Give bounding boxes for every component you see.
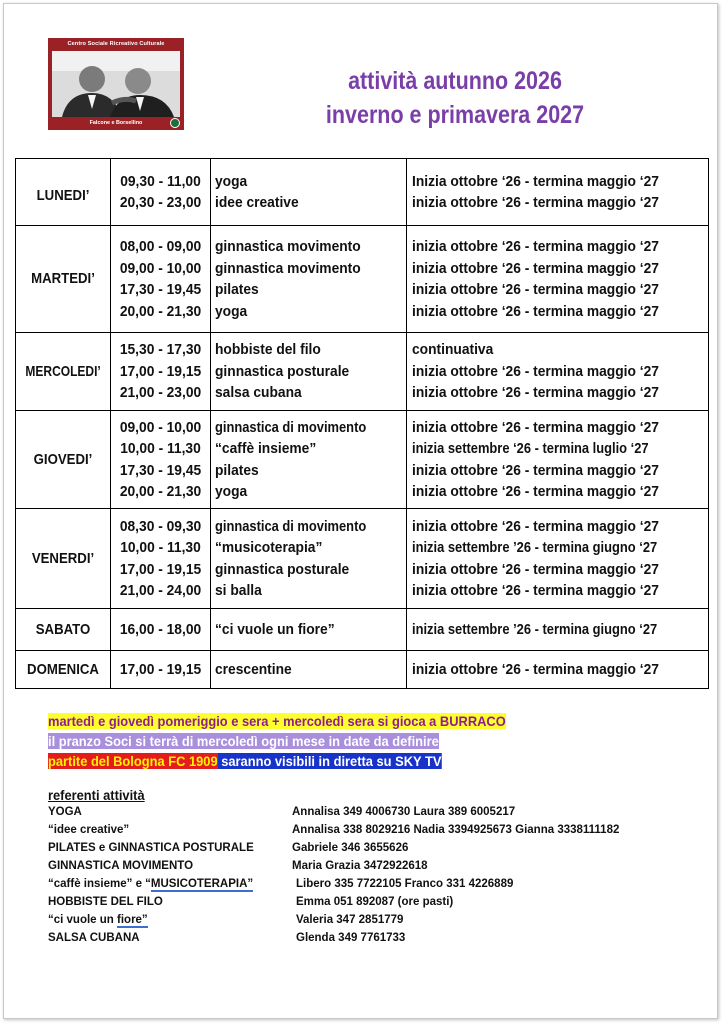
referent-activity-part: “ci vuole un [48, 914, 118, 926]
day-label: SABATO [35, 620, 91, 638]
activity-name: “ci vuole un fiore” [215, 620, 335, 638]
activity-cell [211, 609, 407, 651]
period-cell [407, 411, 709, 509]
bologna-note-team: partite del Bologna FC 1909 [48, 753, 218, 769]
time-slot: 17,00 - 19,15 [119, 660, 202, 678]
period-cell [407, 333, 709, 411]
page-title [322, 64, 589, 132]
activity-name: salsa cubana [215, 384, 302, 402]
period-cell [407, 651, 709, 689]
period-cell [407, 609, 709, 651]
table-row [16, 651, 709, 689]
time-cell [111, 333, 211, 411]
activity-name: si balla [215, 582, 262, 599]
referent-contacts: Glenda 349 7761733 [296, 932, 406, 944]
day-label: LUNEDI’ [36, 187, 90, 205]
list-item [48, 878, 688, 896]
list-item [48, 824, 688, 842]
day-cell [16, 333, 111, 411]
period-cell [407, 509, 709, 609]
activity-cell [211, 411, 407, 509]
referent-activity: GINNASTICA MOVIMENTO [48, 860, 194, 872]
time-cell [111, 159, 211, 226]
referent-activity: PILATES e GINNASTICA POSTURALE [48, 842, 254, 854]
period-text: inizia ottobre ‘26 - termina maggio ‘27 [412, 302, 659, 320]
referents-list [48, 806, 688, 950]
activity-name: yoga [215, 302, 248, 320]
period-text: inizia ottobre ‘26 - termina maggio ‘27 [412, 582, 659, 599]
list-item [48, 896, 688, 914]
referent-contacts: Maria Grazia 3472922618 [292, 860, 428, 872]
time-slot: 09,00 - 10,00 [119, 259, 202, 277]
referent-contacts: Libero 335 7722105 Franco 331 4226889 [296, 878, 514, 890]
time-slot: 08,30 - 09,30 [119, 517, 202, 535]
time-slot: 10,00 - 11,30 [120, 539, 201, 556]
note-burraco [48, 711, 506, 731]
activity-name: “musicoterapia” [215, 539, 323, 556]
period-text: inizia ottobre ‘26 - termina maggio ‘27 [412, 418, 659, 436]
activity-name: hobbiste del filo [215, 341, 321, 359]
referent-activity [48, 914, 148, 926]
period-text: Inizia ottobre ‘26 - termina maggio ‘27 [412, 172, 659, 190]
time-slot: 17,30 - 19,45 [119, 281, 202, 298]
activity-name: ginnastica posturale [215, 362, 350, 380]
activity-name: ginnastica di movimento [215, 418, 367, 436]
period-text: continuativa [412, 341, 494, 359]
table-row [16, 609, 709, 651]
referent-contacts: Valeria 347 2851779 [296, 914, 404, 926]
title-line-1: attività autunno 2026 [348, 67, 562, 95]
table-row [16, 333, 709, 411]
time-slot: 17,30 - 19,45 [119, 461, 202, 479]
referents-title: referenti attività [48, 787, 145, 803]
list-item [48, 806, 688, 824]
referent-activity: HOBBISTE DEL FILO [48, 896, 163, 908]
activity-cell [211, 333, 407, 411]
activity-name: ginnastica posturale [215, 560, 350, 578]
referent-activity-part: “caffè insieme” e “ [48, 878, 151, 890]
activity-name: ginnastica movimento [215, 259, 361, 277]
activity-name: “caffè insieme” [215, 440, 317, 457]
day-label: MARTEDI’ [31, 270, 95, 288]
day-cell [16, 159, 111, 226]
time-slot: 20,00 - 21,30 [119, 483, 202, 500]
period-text: inizia ottobre ‘26 - termina maggio ‘27 [412, 560, 659, 578]
period-text: inizia settembre ‘26 - termina luglio ‘27 [412, 440, 649, 457]
activity-cell [211, 226, 407, 333]
period-text: inizia settembre ’26 - termina giugno ‘27 [412, 620, 658, 638]
activity-name: ginnastica di movimento [215, 517, 367, 535]
day-cell [16, 509, 111, 609]
time-slot: 09,00 - 10,00 [119, 418, 202, 436]
day-cell [16, 226, 111, 333]
referent-contacts: Gabriele 346 3655626 [292, 842, 409, 854]
time-cell [111, 651, 211, 689]
referent-activity: YOGA [48, 806, 82, 818]
period-text: inizia ottobre ‘26 - termina maggio ‘27 [412, 194, 659, 211]
referent-activity: SALSA CUBANA [48, 932, 140, 944]
activity-name: idee creative [215, 194, 299, 211]
period-cell [407, 159, 709, 226]
time-slot: 21,00 - 23,00 [119, 384, 202, 402]
time-cell [111, 609, 211, 651]
burraco-note-text: martedì e giovedì pomeriggio e sera + mercoledì sera si gioca a BURRACO [48, 713, 506, 729]
day-label: VENERDI’ [31, 549, 95, 567]
referent-contacts: Annalisa 338 8029216 Nadia 3394925673 Gianna 3338111182 [292, 824, 620, 836]
schedule-table [15, 158, 709, 689]
period-text: inizia ottobre ‘26 - termina maggio ‘27 [412, 362, 659, 380]
time-slot: 17,00 - 19,15 [119, 560, 202, 578]
period-text: inizia ottobre ‘26 - termina maggio ‘27 [412, 483, 659, 500]
period-text: inizia ottobre ‘26 - termina maggio ‘27 [412, 461, 659, 479]
period-text: inizia ottobre ‘26 - termina maggio ‘27 [412, 384, 659, 402]
activity-cell [211, 651, 407, 689]
activity-name: pilates [215, 281, 259, 298]
time-slot: 15,30 - 17,30 [119, 341, 202, 359]
activity-name: ginnastica movimento [215, 238, 361, 255]
time-slot: 10,00 - 11,30 [120, 440, 201, 457]
time-cell [111, 411, 211, 509]
logo-top-text: Centro Sociale Ricreativo Culturale [67, 41, 165, 47]
time-slot: 16,00 - 18,00 [119, 620, 202, 638]
day-cell [16, 651, 111, 689]
bologna-note-tv: saranno visibili in diretta su SKY TV [217, 753, 442, 769]
logo-photo [52, 51, 180, 117]
table-row [16, 226, 709, 333]
activity-name: pilates [215, 461, 259, 479]
emblem-icon [170, 118, 180, 128]
period-text: inizia ottobre ‘26 - termina maggio ‘27 [412, 238, 659, 255]
time-cell [111, 509, 211, 609]
period-cell [407, 226, 709, 333]
logo [48, 38, 184, 130]
list-item [48, 932, 688, 950]
time-cell [111, 226, 211, 333]
logo-bottom-text: Falcone e Borsellino [89, 120, 143, 126]
day-label: MERCOLEDI’ [25, 362, 101, 380]
portrait-photo-icon [52, 51, 180, 117]
time-slot: 20,30 - 23,00 [119, 194, 202, 211]
activity-name: crescentine [215, 660, 292, 678]
table-row [16, 411, 709, 509]
period-text: inizia ottobre ‘26 - termina maggio ‘27 [412, 517, 659, 535]
referent-activity [48, 878, 253, 890]
referent-contacts: Emma 051 892087 (ore pasti) [296, 896, 454, 908]
list-item [48, 914, 688, 932]
period-text: inizia ottobre ‘26 - termina maggio ‘27 [412, 259, 659, 277]
list-item [48, 860, 688, 878]
time-slot: 21,00 - 24,00 [119, 582, 202, 599]
referent-activity: “idee creative” [48, 824, 130, 836]
time-slot: 09,30 - 11,00 [120, 172, 201, 190]
activity-name: yoga [215, 483, 248, 500]
notes-section [48, 711, 546, 771]
title-line-2: inverno e primavera 2027 [325, 101, 585, 129]
referent-activity-part: MUSICOTERAPIA” [150, 878, 254, 890]
day-cell [16, 411, 111, 509]
day-label: GIOVEDI’ [33, 450, 93, 468]
activity-name: yoga [215, 172, 248, 190]
referent-activity-part: fiore” [117, 914, 148, 926]
activity-cell [211, 509, 407, 609]
note-bologna [48, 751, 506, 771]
period-text: inizia ottobre ‘26 - termina maggio ‘27 [412, 281, 659, 298]
table-row [16, 509, 709, 609]
time-slot: 20,00 - 21,30 [119, 302, 202, 320]
day-label: DOMENICA [27, 660, 99, 678]
list-item [48, 842, 688, 860]
table-row [16, 159, 709, 226]
note-pranzo [48, 731, 506, 751]
activity-cell [211, 159, 407, 226]
day-cell [16, 609, 111, 651]
referent-contacts: Annalisa 349 4006730 Laura 389 6005217 [292, 806, 516, 818]
time-slot: 17,00 - 19,15 [119, 362, 202, 380]
period-text: inizia ottobre ‘26 - termina maggio ‘27 [412, 660, 659, 678]
pranzo-note-text: il pranzo Soci si terrà di mercoledì ogni mese in date da definire [48, 733, 439, 749]
time-slot: 08,00 - 09,00 [119, 238, 202, 255]
period-text: inizia settembre ’26 - termina giugno ‘27 [412, 539, 658, 556]
